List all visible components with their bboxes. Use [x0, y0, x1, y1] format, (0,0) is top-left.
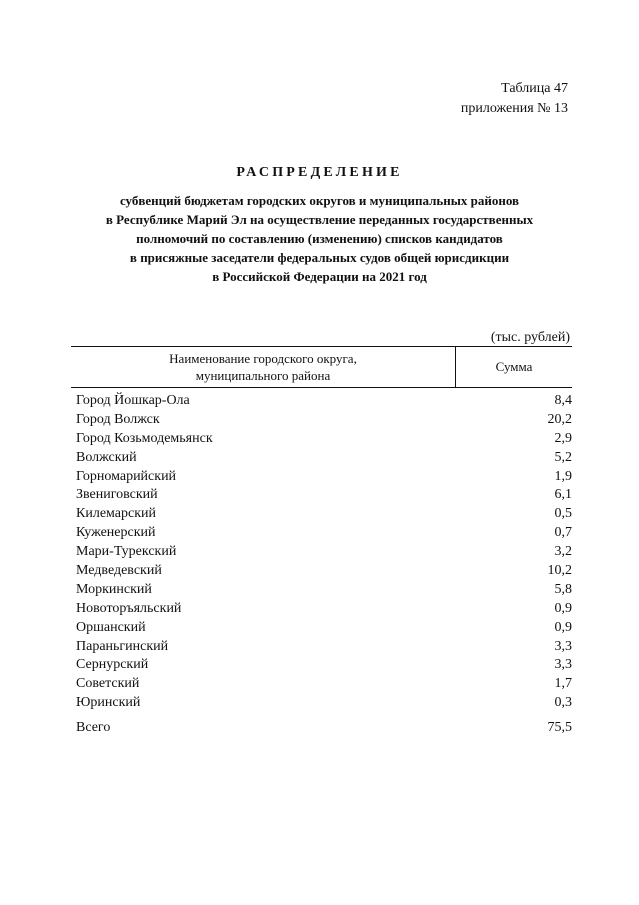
district-amount: 0,7 [554, 525, 572, 541]
appendix-number: приложения № 13 [460, 101, 568, 116]
district-name: Новоторъяльский [76, 600, 182, 616]
district-name: Параньгинский [76, 638, 169, 654]
district-name: Город Волжск [76, 411, 160, 427]
district-name: Сернурский [76, 657, 149, 673]
table-row [71, 581, 572, 600]
table-header [71, 346, 572, 388]
district-amount: 1,7 [554, 676, 572, 692]
table-row [71, 543, 572, 562]
table-row [71, 694, 572, 713]
table-row [71, 600, 572, 619]
table-row [71, 656, 572, 675]
district-amount: 3,3 [554, 657, 572, 673]
district-amount: 2,9 [554, 430, 572, 446]
district-name: Мари-Турекский [76, 544, 177, 560]
appendix-reference [461, 79, 568, 119]
district-amount: 0,9 [554, 619, 572, 635]
title-line: полномочий по составлению (изменению) списков кандидатов [136, 231, 503, 246]
district-amount: 8,4 [554, 393, 572, 408]
total-value: 75,5 [547, 720, 572, 736]
title-line: в Республике Марий Эл на осуществление переданных государственных [105, 212, 534, 227]
header-sum-column: Сумма [495, 359, 533, 374]
district-name: Горномарийский [76, 468, 177, 484]
table-row [71, 619, 572, 638]
title-line: в Российской Федерации на 2021 год [212, 269, 427, 284]
table-row [71, 392, 572, 411]
district-amount: 0,5 [554, 506, 572, 522]
title-heading: РАСПРЕДЕЛЕНИЕ [236, 165, 403, 180]
table-row [71, 524, 572, 543]
table-row [71, 562, 572, 581]
district-amount: 0,9 [554, 600, 572, 616]
district-name: Моркинский [76, 581, 152, 597]
district-name: Куженерский [76, 525, 156, 541]
district-amount: 3,3 [554, 638, 572, 654]
table-row [71, 468, 572, 487]
table-row [71, 505, 572, 524]
table-row [71, 430, 572, 449]
district-amount: 6,1 [554, 487, 572, 503]
table-row [71, 638, 572, 657]
table-row [71, 486, 572, 505]
header-name-line: муниципального района [195, 368, 331, 383]
district-name: Город Йошкар-Ола [76, 393, 190, 408]
district-name: Волжский [76, 449, 137, 465]
district-name: Оршанский [76, 619, 146, 635]
district-name: Город Козьмодемьянск [76, 430, 213, 446]
district-amount: 0,3 [554, 695, 572, 711]
district-amount: 1,9 [554, 468, 572, 484]
district-amount: 5,2 [554, 449, 572, 465]
table-row [71, 411, 572, 430]
district-amount: 5,8 [554, 581, 572, 597]
district-name: Советский [76, 676, 140, 692]
district-amount: 3,2 [554, 544, 572, 560]
units-label: (тыс. рублей) [490, 330, 570, 345]
title-line: субвенций бюджетам городских округов и муниципальных районов [119, 193, 520, 208]
title-subheading [60, 191, 579, 286]
distribution-table [71, 346, 572, 738]
district-name: Килемарский [76, 506, 157, 522]
district-amount: 20,2 [547, 411, 572, 427]
total-label: Всего [76, 720, 111, 736]
header-name-line: Наименование городского округа, [169, 351, 357, 366]
header-name-column [71, 347, 456, 387]
district-amount: 10,2 [547, 563, 572, 579]
district-name: Медведевский [76, 563, 162, 579]
table-number: Таблица 47 [501, 81, 568, 96]
table-row [71, 449, 572, 468]
document-title [60, 164, 579, 286]
title-line: в присяжные заседатели федеральных судов общей юрисдикции [129, 250, 510, 265]
table-row [71, 675, 572, 694]
table-body [71, 388, 572, 713]
total-row [71, 719, 572, 738]
district-name: Звениговский [76, 487, 158, 503]
district-name: Юринский [76, 695, 141, 711]
